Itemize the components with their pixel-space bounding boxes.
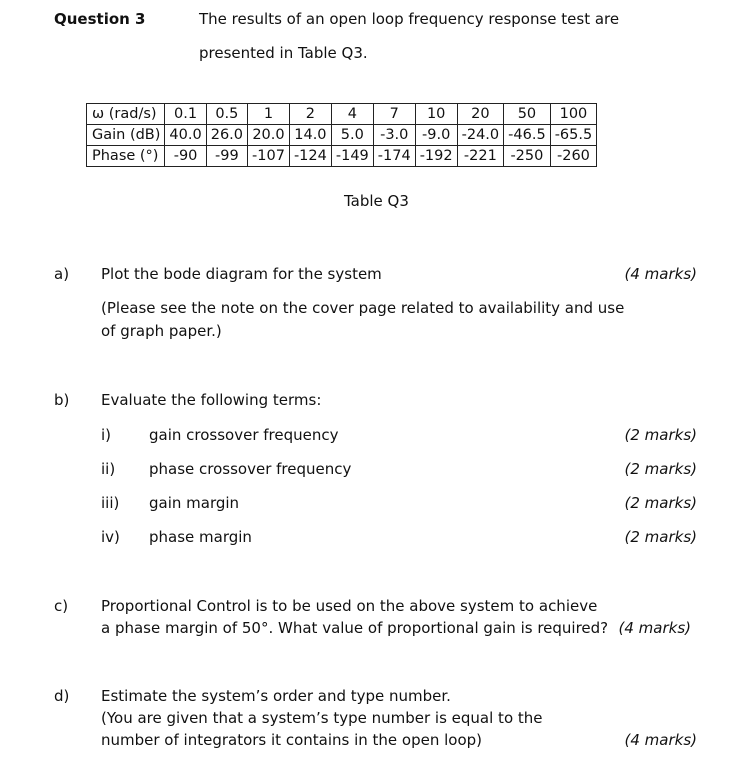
table-cell: 2 [289, 104, 331, 125]
part-b-item-num: i) [101, 426, 112, 444]
part-a-note-line1: (Please see the note on the cover page related to availability and use [101, 299, 625, 317]
table-cell: -107 [248, 146, 290, 167]
table-cell: 5.0 [331, 125, 373, 146]
row-header-gain: Gain (dB) [87, 125, 165, 146]
part-b-item-text: gain margin [149, 494, 240, 512]
part-d-line1: Estimate the system’s order and type number. [101, 687, 451, 705]
table-row-gain [87, 125, 597, 146]
frequency-response-table [86, 103, 597, 167]
part-d-letter: d) [54, 687, 70, 705]
table-cell: -260 [550, 146, 597, 167]
table-cell: 7 [373, 104, 415, 125]
part-b-letter: b) [54, 391, 70, 409]
table-row-phase [87, 146, 597, 167]
table-cell: -46.5 [504, 125, 551, 146]
part-d-line2: (You are given that a system’s type number is equal to the [101, 709, 543, 727]
table-cell: 1 [248, 104, 290, 125]
table-cell: 10 [415, 104, 457, 125]
part-b-item-marks: (2 marks) [624, 528, 697, 546]
table-row-omega [87, 104, 597, 125]
question-label: Question 3 [54, 10, 146, 28]
part-b-item-num: ii) [101, 460, 116, 478]
table-cell: 100 [550, 104, 597, 125]
question-intro-line2: presented in Table Q3. [199, 44, 368, 62]
part-c-letter: c) [54, 597, 69, 615]
part-c-marks: (4 marks) [618, 619, 691, 637]
table-cell: 50 [504, 104, 551, 125]
part-a-marks: (4 marks) [624, 265, 697, 283]
part-d-marks: (4 marks) [624, 731, 697, 749]
table-cell: -65.5 [550, 125, 597, 146]
table-cell: 4 [331, 104, 373, 125]
part-b-item-text: phase crossover frequency [149, 460, 352, 478]
table-cell: -24.0 [457, 125, 504, 146]
part-a-text: Plot the bode diagram for the system [101, 265, 382, 283]
table-cell: -250 [504, 146, 551, 167]
part-b-item-marks: (2 marks) [624, 426, 697, 444]
row-header-omega: ω (rad/s) [87, 104, 165, 125]
table-cell: 0.1 [165, 104, 206, 125]
table-cell: 26.0 [206, 125, 247, 146]
part-c-line1: Proportional Control is to be used on the above system to achieve [101, 597, 598, 615]
table-cell: -174 [373, 146, 415, 167]
part-b-item-marks: (2 marks) [624, 460, 697, 478]
question-intro-line1: The results of an open loop frequency response test are [199, 10, 620, 28]
table-cell: -99 [206, 146, 247, 167]
part-b-text: Evaluate the following terms: [101, 391, 322, 409]
table-cell: 14.0 [289, 125, 331, 146]
table-cell: -192 [415, 146, 457, 167]
part-b-item-num: iv) [101, 528, 120, 546]
part-c-line2: a phase margin of 50°. What value of proportional gain is required? [101, 619, 609, 637]
table-cell: 0.5 [206, 104, 247, 125]
table-cell: -124 [289, 146, 331, 167]
part-b-item-text: phase margin [149, 528, 252, 546]
table-cell: -90 [165, 146, 206, 167]
table-cell: 40.0 [165, 125, 206, 146]
table-cell: -221 [457, 146, 504, 167]
part-d-line3: number of integrators it contains in the open loop) [101, 731, 483, 749]
table-caption: Table Q3 [344, 192, 409, 210]
table-cell: -9.0 [415, 125, 457, 146]
table-cell: 20.0 [248, 125, 290, 146]
part-a-letter: a) [54, 265, 70, 283]
part-a-note-line2: of graph paper.) [101, 322, 222, 340]
table-cell: -3.0 [373, 125, 415, 146]
part-b-item-text: gain crossover frequency [149, 426, 339, 444]
part-b-item-num: iii) [101, 494, 120, 512]
part-b-item-marks: (2 marks) [624, 494, 697, 512]
row-header-phase: Phase (°) [87, 146, 165, 167]
table-cell: -149 [331, 146, 373, 167]
table-cell: 20 [457, 104, 504, 125]
